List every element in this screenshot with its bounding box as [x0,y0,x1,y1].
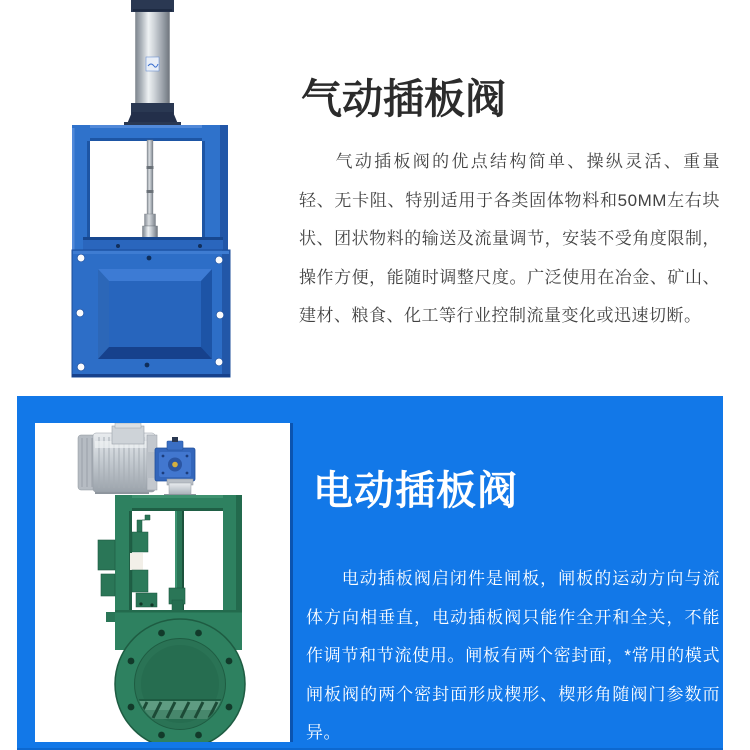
card-edge-shadow [290,423,293,742]
piston-rod [143,140,158,251]
side-fittings [98,515,185,612]
pneumatic-valve-title: 气动插板阀 [301,76,506,122]
pneumatic-valve-image [50,0,290,380]
valve-body [72,237,230,377]
electric-valve-image [35,423,290,742]
electric-valve-photo-card [35,423,290,742]
pneumatic-cylinder [124,0,181,126]
electric-valve-section [17,396,723,750]
valve-body [106,610,245,742]
pneumatic-valve-photo [50,0,290,380]
electric-motor [78,423,157,494]
pneumatic-valve-description: 气动插板阀的优点结构简单、操纵灵活、重量轻、无卡阻、特别适用于各类固体物料和50MM左右块状、团状物料的输送及流量调节，安装不受角度限制，操作方便，能随时调整尺度。广泛使用在冶金、矿山、建材、粮食、化工等行业控制流量变化或迅速切断。 [299,152,720,325]
electric-valve-title: 电动插板阀 [313,469,518,513]
electric-valve-description: 电动插板阀启闭件是闸板，闸板的运动方向与流体方向相垂直，电动插板阀只能作全开和全关，不能作调节和节流使用。闸板有两个密封面，*常用的模式闸板阀的两个密封面形成楔形、楔形角随阀门参数而异。 [306,569,720,742]
